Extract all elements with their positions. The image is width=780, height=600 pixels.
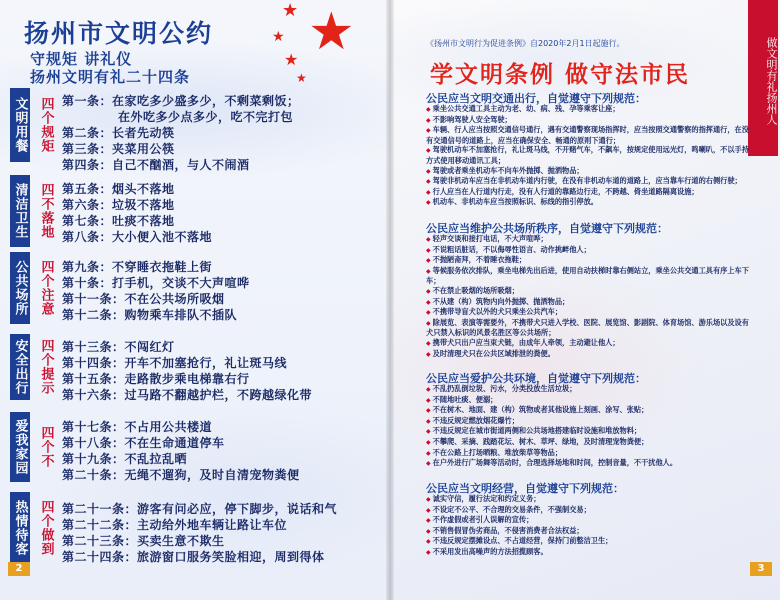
section-tab: 公共场所 — [10, 252, 30, 324]
rule-list — [426, 494, 756, 558]
star-icon: ★ — [282, 0, 299, 21]
rule-line: 第五条：烟头不落地 — [62, 182, 175, 196]
right-page — [390, 0, 780, 600]
section-heading: 公民应当文明经营，自觉遵守下列规范： — [426, 482, 624, 495]
star-icon: ★ — [296, 71, 307, 85]
rule-item: ◆ 不设定不公平、不合理的交易条件，不强制交易； — [426, 505, 756, 516]
rule-item: ◆ 车辆、行人应当按照交通信号通行，遇有交通警察现场指挥时，应当按照交通警察的指挥通行，在没有交通信号的道路上，应当在确保安全、畅通的原则下通行； — [426, 125, 756, 145]
section-subtab: 四个不 — [38, 426, 54, 468]
rule-item: ◆ 在户外进行广场舞等活动时，合理选择场地和时间，控制音量，不干扰他人。 — [426, 458, 756, 469]
rule-item: ◆ 行人应当在人行道内行走，没有人行道的靠路边行走，不跨越、倚坐道路隔离设施； — [426, 187, 756, 198]
rule-item: ◆ 不违反规定燃放烟花爆竹； — [426, 416, 756, 427]
rule-item: ◆ 机动车、非机动车应当按照标识、标线的指引停放。 — [426, 197, 756, 208]
section-heading: 公民应当爱护公共环境，自觉遵守下列规范： — [426, 372, 646, 385]
rule-line: 第十三条：不闯红灯 — [62, 340, 175, 354]
rule-item: ◆ 不销售假冒伪劣商品，不侵害消费者合法权益； — [426, 526, 756, 537]
rule-item: ◆ 不违反规定在城市街道两侧和公共场地搭建临时设施和堆放物料； — [426, 426, 756, 437]
star-icon: ★ — [272, 29, 285, 45]
rule-line: 第二条：长者先动筷 — [62, 126, 175, 140]
side-banner-text: 做文明有礼扬州人 — [765, 37, 778, 125]
rule-item: ◆ 不在树木、地面、建（构）筑物或者其他设施上刻画、涂写、张贴； — [426, 405, 756, 416]
star-icon: ★ — [308, 2, 355, 62]
rule-item: ◆ 等候服务依次排队，乘坐电梯先出后进，使用自动扶梯时靠右侧站立，乘坐公共交通工具有序上车下车； — [426, 266, 756, 286]
rule-line: 第十二条：购物乘车排队不插队 — [62, 308, 238, 322]
subtitle: 守规矩 讲礼仪 — [30, 50, 133, 68]
section-heading: 公民应当维护公共场所秩序，自觉遵守下列规范： — [426, 222, 668, 235]
rule-item: ◆ 不抛陋斋拜，不着睡衣拖鞋； — [426, 255, 756, 266]
rule-line: 在外吃多少点多少，吃不完打包 — [118, 110, 294, 124]
book-gutter — [386, 0, 394, 600]
rule-item: ◆ 驾驶或者乘坐机动车不向车外抛掷、抛洒物品； — [426, 166, 756, 177]
rule-item: ◆ 不攀爬、采摘、践踏花坛、树木、草坪、绿地，及时清理宠物粪便； — [426, 437, 756, 448]
section-tab: 热情待客 — [10, 492, 30, 564]
rule-line: 第十六条：过马路不翻越护栏，不跨越绿化带 — [62, 388, 313, 402]
rule-line: 第十条：打手机，交谈不大声喧哗 — [62, 276, 250, 290]
rule-item: ◆ 不从建（构）筑物内向外抛掷、抛洒物品； — [426, 297, 756, 308]
rule-line: 第十八条：不在生命通道停车 — [62, 436, 225, 450]
section-tab: 爱我家园 — [10, 412, 30, 482]
rule-line: 第十四条：开车不加塞抢行，礼让斑马线 — [62, 356, 288, 370]
rule-item: ◆ 驾驶非机动车应当在非机动车道内行驶，在没有非机动车道的道路上，应当靠车行道的右侧行驶； — [426, 176, 756, 187]
page-title: 学文明条例 做守法市民 — [430, 62, 691, 88]
section-subtab: 四个提示 — [38, 339, 54, 395]
rule-item: ◆ 不影响驾驶人安全驾驶； — [426, 115, 756, 126]
section-subtab: 四个做到 — [38, 500, 54, 556]
rule-item: ◆ 不违反规定摆摊设点、不占道经营，保持门前整洁卫生； — [426, 536, 756, 547]
rule-line: 第七条：吐痰不落地 — [62, 214, 175, 228]
rule-item: ◆ 驾驶机动车不加塞抢行，礼让斑马线，不开赌气车，不飙车，按规定使用远光灯，鸣喇叭，不以手持方式使用移动通讯工具； — [426, 145, 756, 165]
rule-line: 第九条：不穿睡衣拖鞋上街 — [62, 260, 213, 274]
rule-item: ◆ 及时清理犬只在公共区域排泄的粪便。 — [426, 349, 756, 360]
rule-item: ◆ 不乱扔乱倒垃圾、污水，分类投放生活垃圾； — [426, 384, 756, 395]
rule-line: 第八条：大小便入池不落地 — [62, 230, 213, 244]
section-tab: 清洁卫生 — [10, 175, 30, 247]
rule-line: 第二十三条：买卖生意不欺生 — [62, 534, 225, 548]
rule-line: 第六条：垃圾不落地 — [62, 198, 175, 212]
rule-line: 第十七条：不占用公共楼道 — [62, 420, 213, 434]
section-subtab: 四不落地 — [38, 183, 54, 239]
rule-line: 第十五条：走路散步乘电梯靠右行 — [62, 372, 250, 386]
section-subtab: 四个规矩 — [38, 97, 54, 153]
rule-list — [426, 384, 756, 469]
rule-line: 第一条：在家吃多少盛多少，不剩菜剩饭； — [62, 94, 300, 108]
rule-list — [426, 104, 756, 208]
rule-item: ◆ 不携带导盲犬以外的犬只乘坐公共汽车； — [426, 307, 756, 318]
notice-text: 《扬州市文明行为促进条例》自2020年2月1日起施行。 — [426, 39, 625, 48]
page-title: 扬州市文明公约 — [24, 19, 214, 48]
star-icon: ★ — [284, 50, 299, 69]
rule-line: 第四条：自己不酗酒，与人不闹酒 — [62, 158, 250, 172]
rule-item: ◆ 不随地吐痰、便溺； — [426, 395, 756, 406]
rule-line: 第二十四条：旅游窗口服务笑脸相迎，周到得体 — [62, 550, 325, 564]
rule-item: ◆ 乘坐公共交通工具主动为老、幼、病、残、孕等乘客让座； — [426, 104, 756, 115]
rule-line: 第二十条：无绳不遛狗，及时自清宠物粪便 — [62, 468, 300, 482]
rule-line: 第十九条：不乱拉乱晒 — [62, 452, 188, 466]
rule-line: 第十一条：不在公共场所吸烟 — [62, 292, 225, 306]
rule-line: 第三条：夹菜用公筷 — [62, 142, 175, 156]
rule-item: ◆ 轻声交谈和接打电话，不大声喧哗； — [426, 234, 756, 245]
page-number: 2 — [8, 562, 30, 576]
rule-item: ◆ 诚实守信，履行法定和约定义务； — [426, 494, 756, 505]
section-tab: 文明用餐 — [10, 88, 30, 162]
rule-item: ◆ 除展览、表演等需要外，不携带犬只进入学校、医院、展览馆、影剧院、体育场馆、游乐场以及设有犬只禁入标识的风景名胜区等公共场所； — [426, 318, 756, 338]
rule-list — [426, 234, 756, 359]
page-number: 3 — [750, 562, 772, 576]
section-tab: 安全出行 — [10, 334, 30, 400]
rule-item: ◆ 不在禁止吸烟的场所吸烟； — [426, 286, 756, 297]
section-subtab: 四个注意 — [38, 260, 54, 316]
rule-line: 第二十二条：主动给外地车辆让路让车位 — [62, 518, 288, 532]
rule-item: ◆ 不采用发出高噪声的方法招揽顾客。 — [426, 547, 756, 558]
rule-item: ◆ 不作虚假或者引人误解的宣传； — [426, 515, 756, 526]
rule-item: ◆ 携带犬只出户应当束犬链，由成年人牵领，主动避让他人； — [426, 338, 756, 349]
rule-item: ◆ 不在公路上打场晒粮、堆放柴草等物品； — [426, 448, 756, 459]
subtitle: 扬州文明有礼二十四条 — [30, 68, 191, 86]
rule-line: 第二十一条：游客有问必应，停下脚步，说话和气 — [62, 502, 338, 516]
section-heading: 公民应当文明交通出行，自觉遵守下列规范： — [426, 92, 646, 105]
rule-item: ◆ 不说粗话脏话，不以侮辱性语言、动作挑衅他人； — [426, 245, 756, 256]
